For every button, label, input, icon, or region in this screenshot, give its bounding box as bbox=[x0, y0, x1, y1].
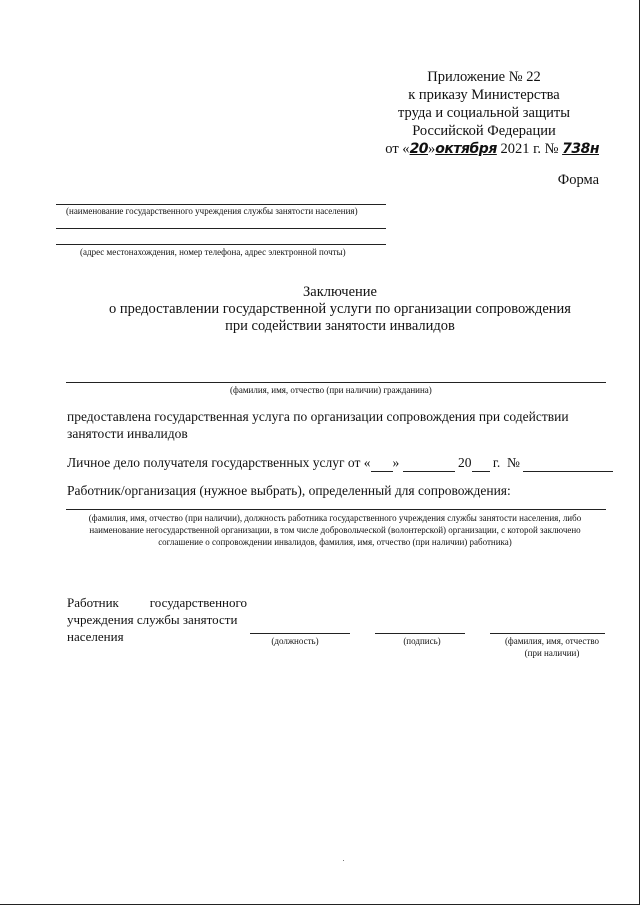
address-caption: (адрес местонахождения, номер телефона, адрес электронной почты) bbox=[80, 247, 346, 257]
signer-line-1 bbox=[67, 594, 247, 611]
number-blank bbox=[523, 454, 613, 472]
document-title bbox=[60, 284, 620, 335]
title-line-2: о предоставлении государственной услуги по организации сопровождения bbox=[109, 301, 571, 317]
personal-file-century: 20 bbox=[458, 455, 472, 470]
name-caption-line-2: (при наличии) bbox=[524, 648, 580, 658]
year-blank bbox=[472, 454, 490, 472]
signature-caption: (подпись) bbox=[403, 636, 441, 646]
appendix-line-4: Российской Федерации bbox=[412, 123, 556, 139]
appendix-date-line bbox=[369, 140, 599, 158]
date-prefix: от « bbox=[385, 141, 410, 157]
scan-speck bbox=[343, 860, 344, 861]
day-blank bbox=[371, 454, 393, 472]
position-line bbox=[250, 633, 350, 634]
handwritten-day: 20 bbox=[409, 141, 429, 157]
personal-file-line bbox=[67, 454, 607, 472]
handwritten-month: октября bbox=[435, 141, 497, 157]
personal-file-year-suffix: г. bbox=[492, 455, 501, 470]
signer-word-1: Работник bbox=[67, 595, 119, 610]
appendix-line-1: Приложение № 22 bbox=[427, 69, 541, 85]
title-line-1: Заключение bbox=[303, 284, 377, 300]
citizen-caption: (фамилия, имя, отчество (при наличии) гражданина) bbox=[230, 385, 432, 395]
name-line bbox=[490, 633, 605, 634]
signer-word-2: государственного bbox=[149, 595, 247, 610]
address-line-2 bbox=[56, 244, 386, 245]
personal-file-quote: » bbox=[392, 455, 400, 470]
appendix-line-3: труда и социальной защиты bbox=[398, 105, 570, 121]
appendix-block bbox=[369, 68, 599, 158]
name-caption-line-1: (фамилия, имя, отчество bbox=[504, 636, 600, 646]
form-label: Форма bbox=[557, 172, 599, 188]
worker-caption: (фамилия, имя, отчество (при наличии), должность работника государственного учреждения службы занятости населения, либо наименование негосударственной организации, в том числе добровольческой (волонтерской) организации, с которой заключено соглашение о сопровождении инвалидов, фамилия, имя, отчество (при наличии) работника) bbox=[88, 513, 582, 547]
signer-block bbox=[67, 594, 247, 645]
month-blank bbox=[403, 454, 455, 472]
worker-text: Работник/организация (нужное выбрать), определенный для сопровождения: bbox=[67, 483, 511, 498]
handwritten-number: 738н bbox=[562, 141, 599, 157]
citizen-name-line bbox=[66, 382, 606, 383]
personal-file-text: Личное дело получателя государственных услуг от « bbox=[67, 455, 371, 470]
signer-line-2: учреждения службы занятости bbox=[67, 612, 238, 627]
institution-caption: (наименование государственного учреждения службы занятости населения) bbox=[66, 206, 358, 216]
name-caption bbox=[497, 635, 607, 659]
date-year: 2021 г. № bbox=[500, 141, 559, 157]
worker-line bbox=[66, 509, 606, 510]
position-caption: (должность) bbox=[271, 636, 319, 646]
date-mid: » bbox=[428, 141, 436, 157]
appendix-line-2: к приказу Министерства bbox=[408, 87, 560, 103]
title-line-3: при содействии занятости инвалидов bbox=[225, 318, 455, 334]
service-text: предоставлена государственная услуга по организации сопровождения при содействии занятости инвалидов bbox=[67, 409, 569, 441]
signature-line bbox=[375, 633, 465, 634]
signer-line-3: населения bbox=[67, 629, 124, 644]
institution-line bbox=[56, 204, 386, 205]
address-line-1 bbox=[56, 228, 386, 229]
personal-file-number-label: № bbox=[507, 455, 520, 470]
